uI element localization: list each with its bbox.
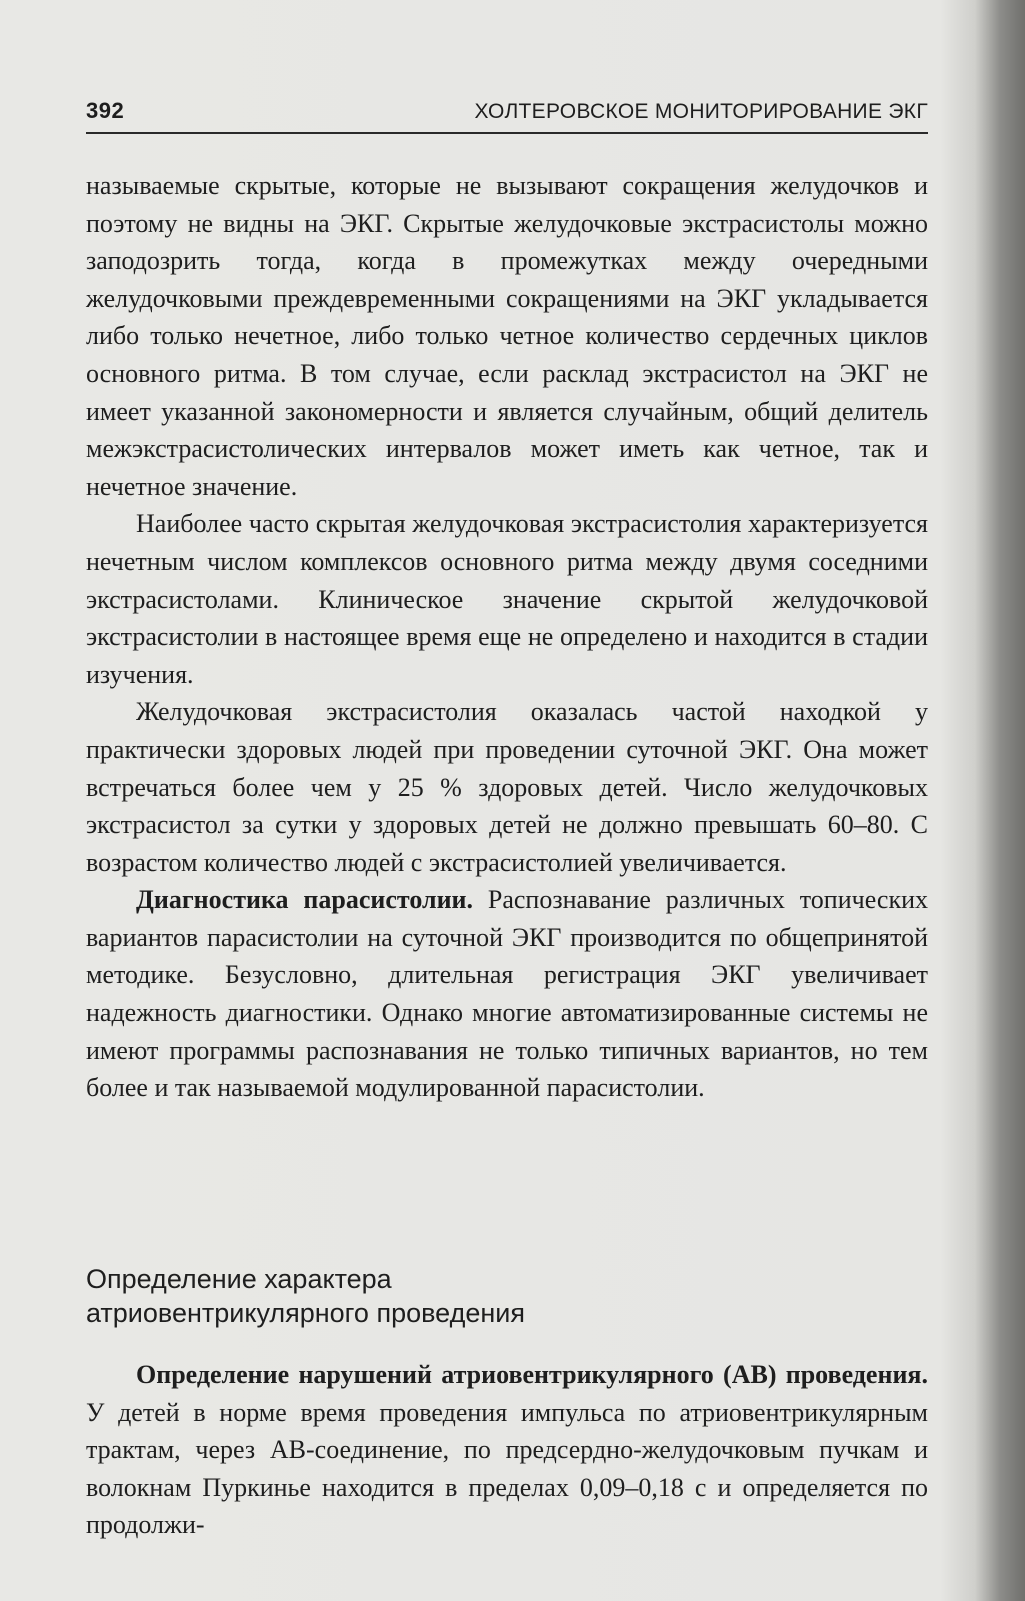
paragraph-continuation <box>86 167 928 505</box>
paragraph-text: называемые скрытые, которые не вызывают сокращения желудочков и поэтому не видны на ЭКГ. Скрытые желудочковые экстрасистолы можно заподозрить тогда, когда в промежутках между очередными желудочковыми преждевременными сокращениями на ЭКГ укладывается либо только нечетное, либо только четное количество сердечных циклов основного ритма. В том случае, если расклад экстрасистол на ЭКГ не имеет указанной закономерности и является случайным, общий делитель межэкстрасистолических интервалов может иметь как четное, так и нечетное значение. <box>86 171 928 501</box>
section-heading-line-1: Определение характера <box>86 1264 392 1294</box>
paragraph-av-conduction <box>86 1356 928 1544</box>
paragraph-lead-in: Определение нарушений атриовентрикулярного (АВ) проведения. <box>136 1360 928 1389</box>
paragraph-text: У детей в норме время проведения импульса по атриовентрикулярным трактам, через АВ-соединение, по предсердно-желудочковым пучкам и волокнам Пуркинье находится в пределах 0,09–0,18 с и определяется по продолжи- <box>86 1397 928 1540</box>
paragraph-lead-in: Диагностика парасистолии. <box>136 885 474 915</box>
section-heading-line-2: атриовентрикулярного проведения <box>86 1298 525 1328</box>
paragraph-hidden-extrasystole <box>86 505 928 693</box>
paragraph-text: Распознавание различных топических вариантов парасистолии на суточной ЭКГ производится по общепринятой методике. Безусловно, длительная регистрация ЭКГ увеличивает надежность диагностики. Однако многие автоматизированные системы не имеют программы распознавания не только типичных вариантов, но тем более и так называемой модулированной парасистолии. <box>86 885 928 1103</box>
paragraph-ventricular-extrasystole <box>86 693 928 881</box>
page-number: 392 <box>86 98 125 123</box>
paragraph-text: Желудочковая экстрасистолия оказалась частой находкой у практически здоровых людей при проведении суточной ЭКГ. Она может встречаться более чем у 25 % здоровых детей. Число желудочковых экстрасистол за сутки у здоровых детей не должно превышать 60–80. С возрастом количество людей с экстрасистолией увеличивается. <box>86 697 928 877</box>
running-head <box>86 98 928 134</box>
chapter-title: ХОЛТЕРОВСКОЕ МОНИТОРИРОВАНИЕ ЭКГ <box>474 100 928 123</box>
section-body-text <box>86 1356 928 1544</box>
body-text <box>86 167 928 1107</box>
paragraph-parasystole-diagnostics <box>86 881 928 1107</box>
paragraph-text: Наиболее часто скрытая желудочковая экстрасистолия характеризуется нечетным числом комплексов основного ритма между двумя соседними экстрасистолами. Клиническое значение скрытой желудочковой экстрасистолии в настоящее время еще не определено и находится в стадии изучения. <box>86 509 928 689</box>
section-heading <box>86 1262 928 1330</box>
